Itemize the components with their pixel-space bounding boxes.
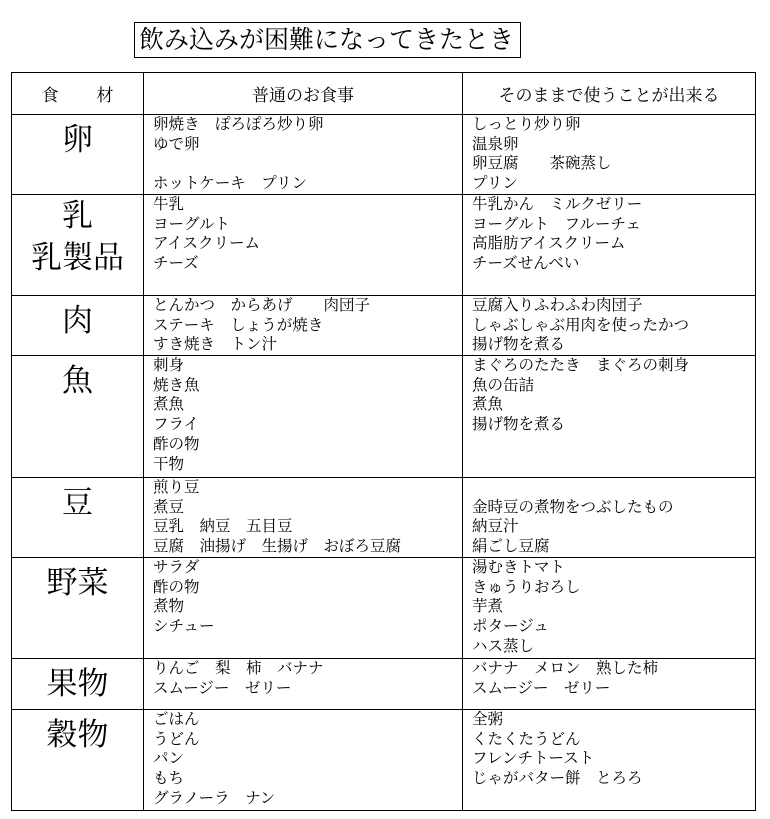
list-item: 温泉卵	[472, 134, 519, 153]
ingredient-name	[12, 710, 144, 811]
list-item: 絹ごし豆腐	[472, 537, 550, 556]
ingredient-name-line: 穀物	[46, 717, 109, 754]
list-item: 刺身	[153, 356, 185, 375]
list-item: ゆで卵	[153, 134, 200, 153]
usable-as-is-cell	[463, 195, 756, 296]
list-item: 牛乳かん ミルクゼリー	[472, 195, 643, 213]
list-item: 豆腐 油揚げ 生揚げ おぼろ豆腐	[153, 537, 402, 556]
list-item: ポタージュ	[472, 617, 549, 636]
list-item: 干物	[153, 454, 185, 473]
list-item: 全粥	[472, 710, 504, 729]
list-item: 芋煮	[472, 597, 504, 616]
list-item: ヨーグルト	[153, 214, 231, 233]
list-item: フライ	[153, 415, 200, 434]
header-asis: そのままで使うことが出来る	[463, 73, 756, 115]
ingredient-name	[12, 478, 144, 558]
table-row	[12, 659, 756, 710]
list-item: プリン	[472, 174, 518, 193]
list-item: チーズ	[153, 254, 199, 273]
header-ingredient-b: 材	[96, 86, 114, 106]
ingredient-name-line: 乳	[62, 198, 93, 234]
normal-meal-cell	[144, 296, 463, 356]
list-item: りんご 梨 柿 バナナ	[153, 659, 324, 678]
ingredient-name	[12, 115, 144, 195]
normal-meal-cell	[144, 115, 463, 195]
ingredient-name-line: 果物	[46, 666, 109, 703]
list-item: 煮豆	[153, 497, 185, 516]
list-item: 酢の物	[153, 577, 200, 596]
normal-meal-cell	[144, 710, 463, 811]
ingredient-name	[12, 195, 144, 296]
ingredient-name	[12, 356, 144, 478]
list-item: 煎り豆	[153, 478, 200, 497]
header-normal: 普通のお食事	[144, 73, 463, 115]
table-row	[12, 710, 756, 811]
ingredient-name-line: 肉	[62, 303, 93, 339]
ingredient-name	[12, 296, 144, 356]
list-item: 卵焼き ぽろぽろ炒り卵	[153, 115, 324, 133]
table-header-row	[12, 73, 756, 115]
table-row	[12, 296, 756, 356]
list-item: 豆乳 納豆 五目豆	[153, 517, 293, 536]
list-item: バナナ メロン 熟した柿	[472, 659, 659, 678]
page-title: 飲み込みが困難になってきたとき	[134, 22, 521, 58]
list-item: グラノーラ ナン	[153, 788, 276, 807]
table-row	[12, 356, 756, 478]
ingredient-name	[12, 659, 144, 710]
list-item: 納豆汁	[472, 517, 519, 536]
table-row	[12, 558, 756, 659]
list-item: 煮魚	[472, 395, 504, 414]
list-item: ステーキ しょうが焼き	[153, 315, 324, 334]
usable-as-is-cell	[463, 659, 756, 710]
ingredient-name-line: 豆	[62, 485, 93, 522]
list-item: 揚げ物を煮る	[472, 335, 566, 354]
list-item: うどん	[153, 729, 200, 748]
normal-meal-cell	[144, 558, 463, 659]
table-row	[12, 195, 756, 296]
normal-meal-cell	[144, 356, 463, 478]
ingredient-name-line: 乳製品	[31, 240, 124, 276]
table-row	[12, 478, 756, 558]
list-item: ヨーグルト フルーチェ	[472, 214, 641, 233]
table-row	[12, 115, 756, 195]
list-item: ごはん	[153, 710, 200, 729]
list-item: 豆腐入りふわふわ肉団子	[472, 296, 643, 314]
ingredient-name	[12, 558, 144, 659]
list-item: 煮魚	[153, 395, 185, 414]
list-item: 金時豆の煮物をつぶしたもの	[472, 497, 674, 516]
list-item: シチュー	[153, 617, 215, 636]
list-item: とんかつ からあげ 肉団子	[153, 296, 371, 314]
list-item: 牛乳	[153, 195, 185, 213]
list-item: しっとり炒り卵	[472, 115, 581, 133]
list-item: アイスクリーム	[153, 234, 260, 253]
list-item: チーズせんべい	[472, 254, 580, 273]
list-item: 煮物	[153, 597, 185, 616]
list-item: まぐろのたたき まぐろの刺身	[472, 356, 690, 375]
normal-meal-cell	[144, 195, 463, 296]
list-item: 魚の缶詰	[472, 375, 535, 394]
list-item: フレンチトースト	[472, 749, 595, 768]
list-item: くたくたうどん	[472, 729, 581, 748]
normal-meal-cell	[144, 659, 463, 710]
list-item: 高脂肪アイスクリーム	[472, 234, 626, 253]
usable-as-is-cell	[463, 558, 756, 659]
list-item: 酢の物	[153, 434, 200, 453]
ingredient-name-line: 野菜	[46, 565, 109, 602]
list-item: 湯むきトマト	[472, 558, 566, 577]
list-item: スムージー ゼリー	[153, 678, 292, 697]
usable-as-is-cell	[463, 478, 756, 558]
list-item: 焼き魚	[153, 375, 200, 394]
list-item: サラダ	[153, 558, 200, 577]
list-item: きゅうりおろし	[472, 577, 581, 596]
normal-meal-cell	[144, 478, 463, 558]
list-item: ホットケーキ プリン	[153, 174, 308, 193]
list-item: ハス蒸し	[472, 636, 535, 655]
ingredient-name-line: 魚	[62, 363, 93, 400]
header-ingredient	[12, 73, 144, 115]
list-item: すき焼き トン汁	[153, 335, 278, 354]
usable-as-is-cell	[463, 115, 756, 195]
list-item	[153, 154, 462, 174]
ingredient-name-line: 卵	[62, 122, 93, 158]
list-item	[472, 478, 755, 498]
list-item: 卵豆腐 茶碗蒸し	[472, 154, 612, 173]
list-item: パン	[153, 749, 185, 768]
food-table	[11, 72, 756, 811]
header-ingredient-a: 食	[41, 86, 59, 106]
list-item: 揚げ物を煮る	[472, 415, 566, 434]
list-item: もち	[153, 769, 185, 788]
list-item: じゃがバター餅 とろろ	[472, 769, 643, 788]
usable-as-is-cell	[463, 356, 756, 478]
usable-as-is-cell	[463, 296, 756, 356]
list-item: スムージー ゼリー	[472, 678, 611, 697]
usable-as-is-cell	[463, 710, 756, 811]
list-item: しゃぶしゃぶ用肉を使ったかつ	[472, 315, 690, 334]
